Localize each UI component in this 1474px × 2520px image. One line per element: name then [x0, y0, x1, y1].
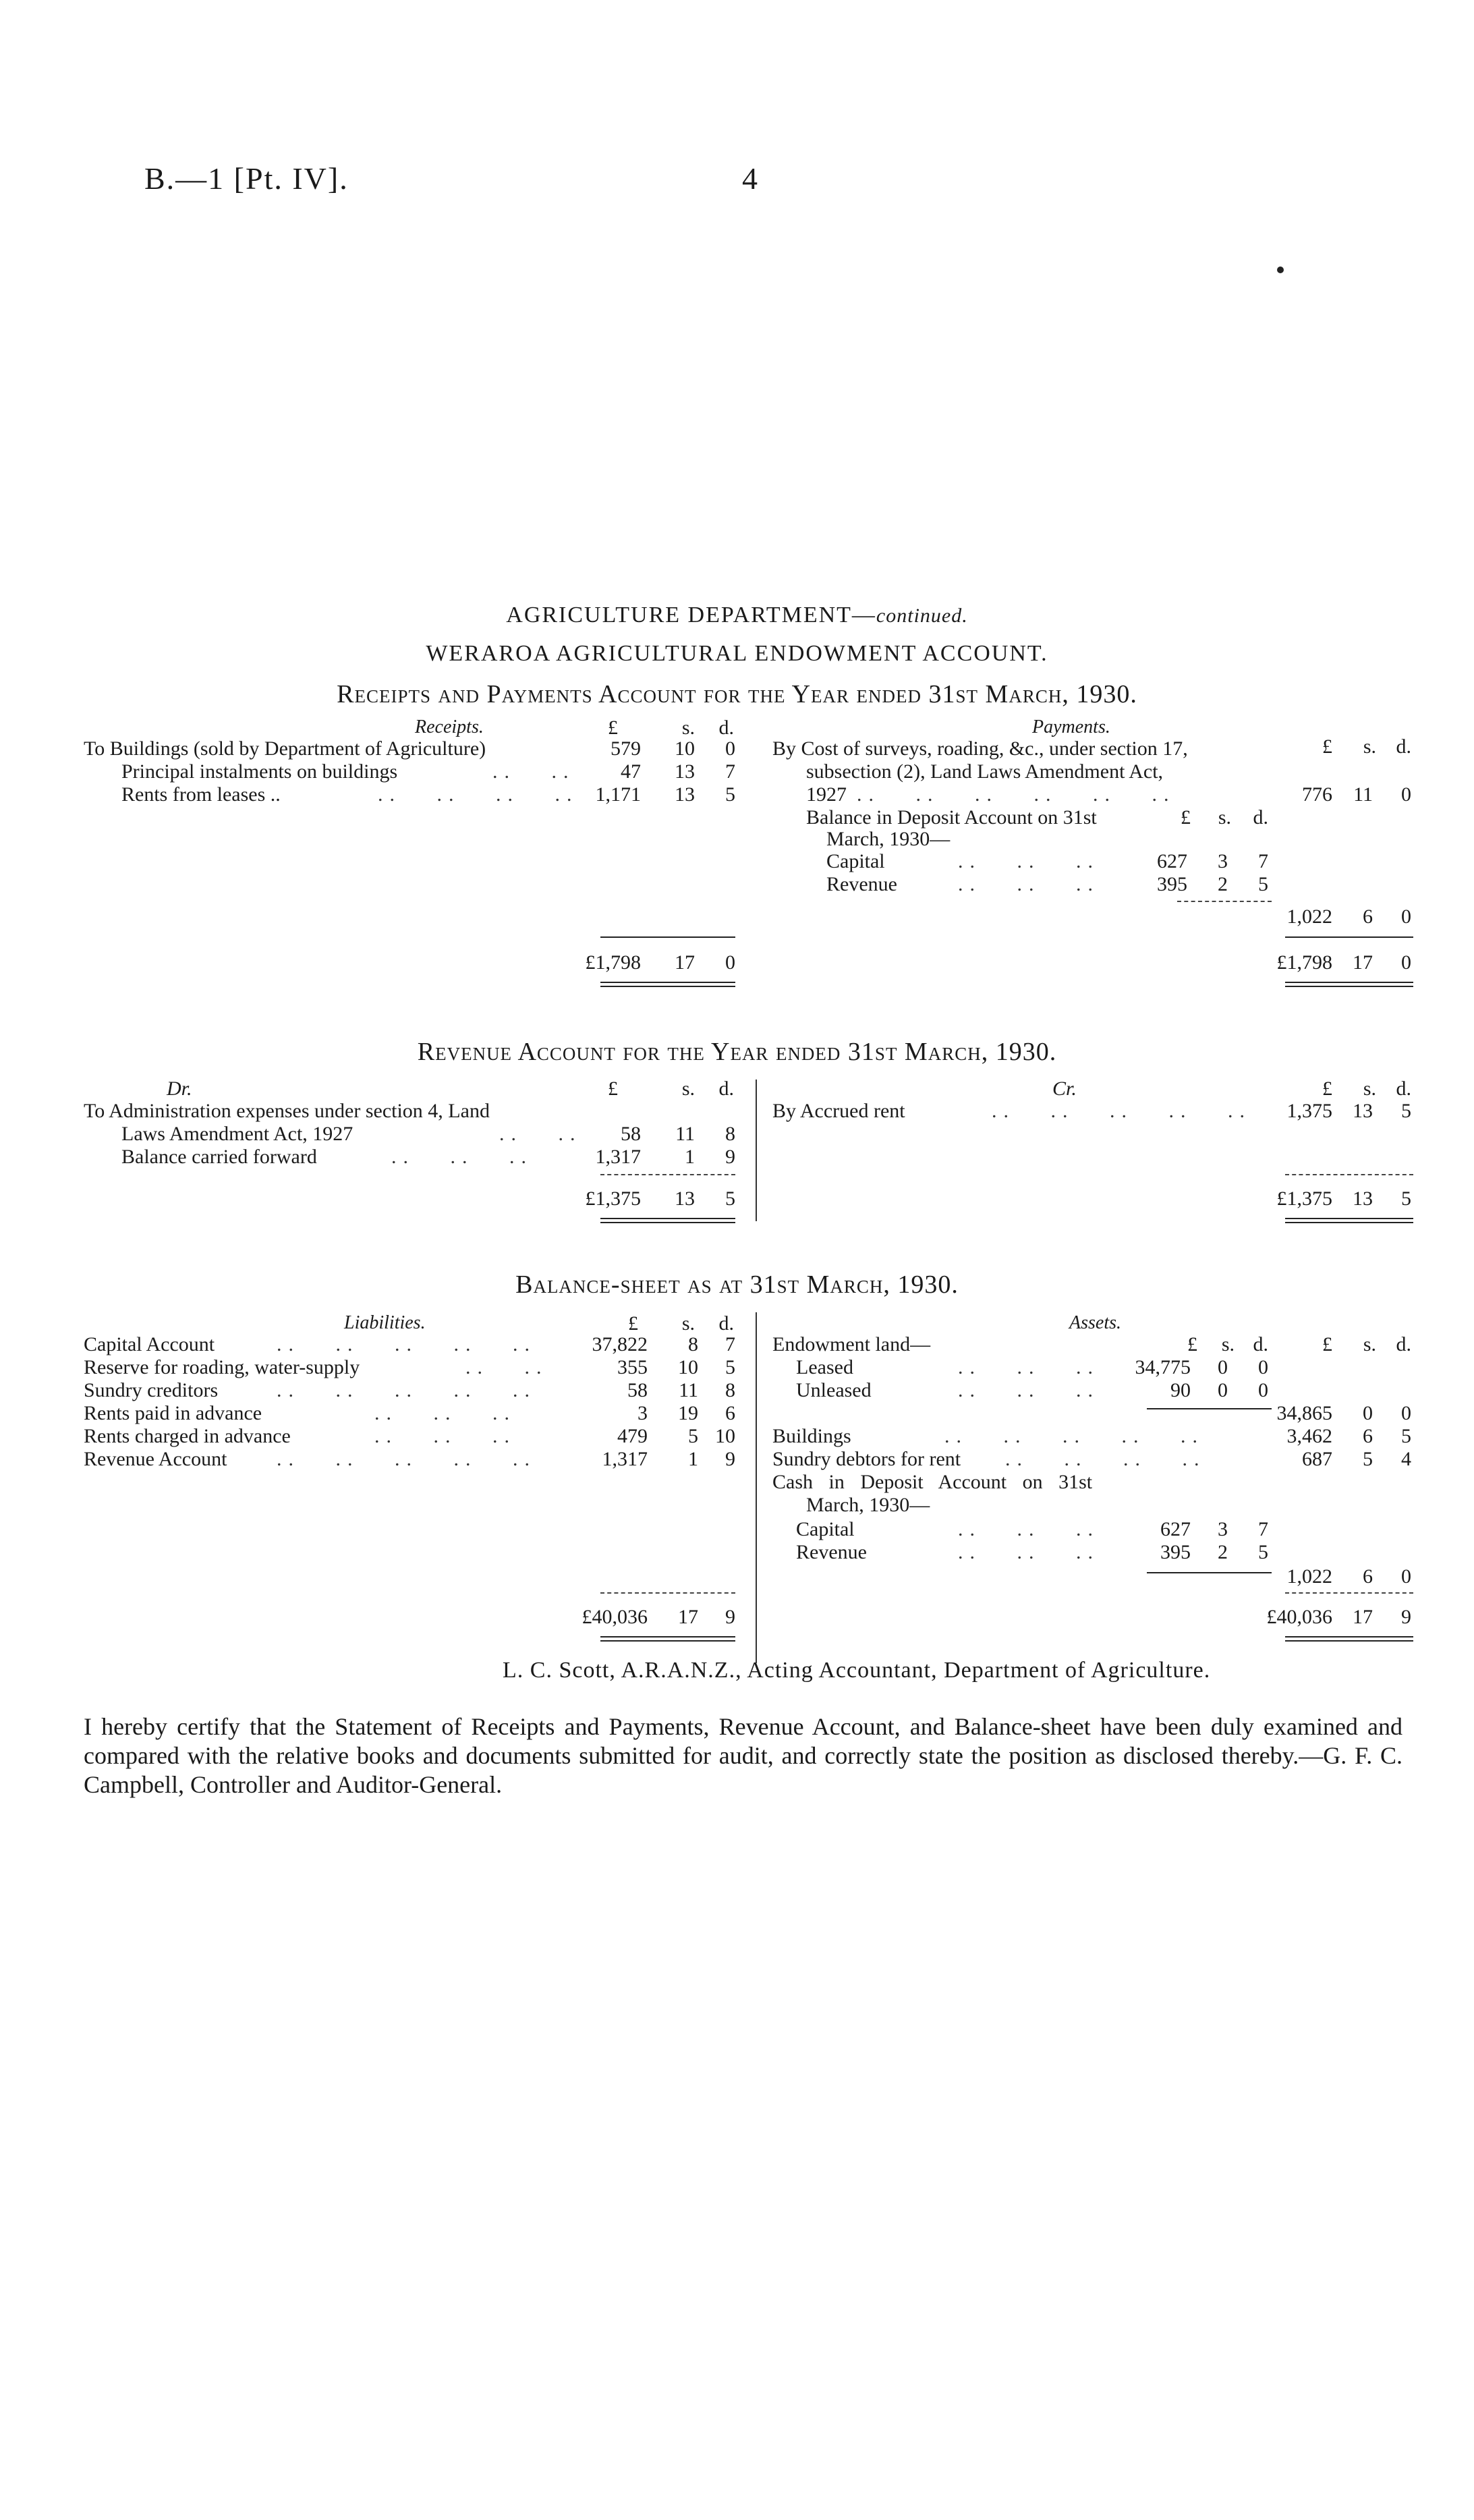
receipts-total-shillings: 17 — [675, 951, 695, 974]
debtors-pence: 4 — [1401, 1448, 1411, 1470]
col-pence: d. — [718, 717, 734, 739]
liabilities-total-shillings: 17 — [678, 1606, 698, 1628]
revenue-shillings: 2 — [1218, 1541, 1228, 1563]
liability-shillings: 8 — [688, 1333, 698, 1355]
admin-expenses-line: To Administration expenses under section 4, Land — [84, 1100, 490, 1122]
cash-line: March, 1930— — [806, 1494, 930, 1516]
endowment-total-pounds: 34,865 — [1276, 1402, 1332, 1424]
receipts-total-pounds: £1,798 — [585, 951, 641, 974]
liability-pence: 7 — [725, 1333, 735, 1355]
dr-total-shillings: 13 — [675, 1187, 695, 1210]
leader-dots: .. .. .. .. .. .. — [857, 783, 1176, 806]
leader-dots: .. .. .. — [958, 873, 1100, 895]
capital-pounds: 627 — [1157, 850, 1187, 872]
revenue-pounds: 395 — [1157, 873, 1187, 895]
buildings-pounds: 3,462 — [1286, 1425, 1332, 1447]
receipts-heading: Receipts. — [415, 717, 484, 737]
liabilities-total-pence: 9 — [725, 1606, 735, 1628]
leader-dots: .. .. .. — [374, 1425, 516, 1447]
department-title: AGRICULTURE DEPARTMENT—continued. — [506, 603, 968, 627]
capital-label: Capital — [826, 850, 885, 872]
subtotal-rule — [1177, 901, 1272, 902]
total-rule — [1285, 1592, 1413, 1594]
balance-forward-shillings: 1 — [685, 1146, 695, 1168]
col-pounds: £ — [608, 1077, 618, 1100]
double-rule — [600, 1222, 735, 1223]
receipt-shillings: 10 — [675, 737, 695, 760]
balance-line: March, 1930— — [826, 828, 951, 850]
liability-shillings: 1 — [688, 1448, 698, 1470]
leader-dots: .. .. .. .. .. — [944, 1425, 1204, 1447]
unleased-pounds: 90 — [1170, 1379, 1191, 1401]
debtors-label: Sundry debtors for rent — [772, 1448, 961, 1470]
liabilities-heading: Liabilities. — [344, 1312, 426, 1333]
receipt-pounds: 1,171 — [595, 783, 641, 806]
payment-shillings: 11 — [1353, 783, 1373, 806]
leased-label: Leased — [796, 1356, 853, 1378]
balance-forward-pounds: 1,317 — [595, 1146, 641, 1168]
leader-dots: .. .. .. .. — [1005, 1448, 1206, 1470]
double-rule — [1285, 1218, 1413, 1219]
payments-total-pence: 0 — [1401, 951, 1411, 974]
double-rule — [600, 982, 735, 983]
col-pence-right: d. — [1396, 1077, 1411, 1100]
assets-total-shillings: 17 — [1353, 1606, 1373, 1628]
col-shillings: s. — [681, 1312, 695, 1335]
double-rule — [600, 1218, 735, 1219]
liability-shillings: 5 — [688, 1425, 698, 1447]
liability-pounds: 58 — [627, 1379, 648, 1401]
total-rule — [1285, 936, 1413, 938]
unleased-pence: 0 — [1258, 1379, 1268, 1401]
dr-heading: Dr. — [167, 1077, 192, 1100]
col-shillings: s. — [681, 717, 695, 739]
capital-pence: 7 — [1258, 1518, 1268, 1540]
leader-dots: .. .. .. — [958, 1518, 1100, 1540]
col-pence-right: d. — [1396, 735, 1411, 758]
debtors-shillings: 5 — [1363, 1448, 1373, 1470]
liability-row: Rents paid in advance — [84, 1402, 262, 1424]
leased-pounds: 34,775 — [1135, 1356, 1191, 1378]
receipt-pence: 5 — [725, 783, 735, 806]
balance-sheet-title: Balance-sheet as at 31st March, 1930. — [515, 1270, 959, 1299]
buildings-label: Buildings — [772, 1425, 851, 1447]
capital-shillings: 3 — [1218, 1518, 1228, 1540]
balance-forward-label: Balance carried forward — [121, 1146, 317, 1168]
payments-heading: Payments. — [1032, 717, 1110, 737]
liability-shillings: 11 — [679, 1379, 698, 1401]
leader-dots: .. .. .. — [958, 1356, 1100, 1378]
cr-heading: Cr. — [1052, 1077, 1077, 1100]
receipt-pounds: 47 — [621, 760, 641, 783]
cash-total-pounds: 1,022 — [1286, 1565, 1332, 1588]
receipts-payments-title: Receipts and Payments Account for the Year ended 31st March, 1930. — [337, 680, 1137, 708]
col-shillings-right: s. — [1363, 1077, 1376, 1100]
page-number: 4 — [742, 161, 758, 196]
double-rule — [1285, 986, 1413, 987]
col-shillings: s. — [681, 1077, 695, 1100]
col-pence: d. — [718, 1077, 734, 1100]
col-pence-inner: d. — [1253, 806, 1268, 829]
leader-dots: .. .. .. .. .. — [277, 1333, 536, 1355]
assets-total-pence: 9 — [1401, 1606, 1411, 1628]
leased-shillings: 0 — [1218, 1356, 1228, 1378]
accrued-pence: 5 — [1401, 1100, 1411, 1122]
liability-shillings: 19 — [678, 1402, 698, 1424]
liability-pence: 6 — [725, 1402, 735, 1424]
assets-heading: Assets. — [1069, 1312, 1121, 1333]
document-reference: B.—1 [Pt. IV]. — [144, 161, 349, 196]
endowment-land-label: Endowment land— — [772, 1333, 931, 1355]
receipts-total-pence: 0 — [725, 951, 735, 974]
double-rule — [1285, 1222, 1413, 1223]
leader-dots: .. .. .. — [958, 850, 1100, 872]
double-rule — [1285, 1636, 1413, 1637]
cr-total-pence: 5 — [1401, 1187, 1411, 1210]
liability-pence: 8 — [725, 1379, 735, 1401]
accrued-pounds: 1,375 — [1286, 1100, 1332, 1122]
payments-total-shillings: 17 — [1353, 951, 1373, 974]
cr-total-pounds: £1,375 — [1276, 1187, 1332, 1210]
account-title: WERAROA AGRICULTURAL ENDOWMENT ACCOUNT. — [426, 641, 1048, 666]
admin-expenses-line: Laws Amendment Act, 1927 — [121, 1123, 353, 1145]
debtors-pounds: 687 — [1302, 1448, 1332, 1470]
liability-row: Capital Account — [84, 1333, 215, 1355]
cash-total-pence: 0 — [1401, 1565, 1411, 1588]
liability-row: Revenue Account — [84, 1448, 227, 1470]
liability-pence: 5 — [725, 1356, 735, 1378]
leader-dots: .. .. .. .. .. — [992, 1100, 1251, 1122]
liability-shillings: 10 — [678, 1356, 698, 1378]
receipt-pounds: 579 — [611, 737, 641, 760]
total-rule — [600, 1592, 735, 1594]
col-pounds-inner: £ — [1187, 1333, 1197, 1355]
buildings-pence: 5 — [1401, 1425, 1411, 1447]
buildings-shillings: 6 — [1363, 1425, 1373, 1447]
admin-shillings: 11 — [675, 1123, 695, 1145]
cr-total-shillings: 13 — [1353, 1187, 1373, 1210]
leader-dots: .. .. .. — [391, 1146, 533, 1168]
balance-forward-pence: 9 — [725, 1146, 735, 1168]
cash-total-shillings: 6 — [1363, 1565, 1373, 1588]
col-shillings-right: s. — [1363, 735, 1376, 758]
liabilities-total-pounds: £40,036 — [582, 1606, 648, 1628]
liability-pounds: 479 — [617, 1425, 648, 1447]
leader-dots: .. .. .. .. .. — [277, 1448, 536, 1470]
receipt-pence: 0 — [725, 737, 735, 760]
revenue-account-title: Revenue Account for the Year ended 31st March, 1930. — [417, 1038, 1057, 1066]
accountant-signature: L. C. Scott, A.R.A.N.Z., Acting Accountant, Department of Agriculture. — [503, 1658, 1211, 1683]
payment-line: By Cost of surveys, roading, &c., under section 17, — [772, 737, 1188, 760]
leader-dots: .. .. .. .. .. — [277, 1379, 536, 1401]
double-rule — [1285, 982, 1413, 983]
revenue-shillings: 2 — [1218, 873, 1228, 895]
col-pounds-inner: £ — [1181, 806, 1191, 829]
endowment-total-pence: 0 — [1401, 1402, 1411, 1424]
revenue-pounds: 395 — [1160, 1541, 1191, 1563]
capital-label: Capital — [796, 1518, 855, 1540]
total-rule — [600, 1174, 735, 1175]
admin-pence: 8 — [725, 1123, 735, 1145]
admin-pounds: 58 — [621, 1123, 641, 1145]
endowment-total-shillings: 0 — [1363, 1402, 1373, 1424]
capital-shillings: 3 — [1218, 850, 1228, 872]
col-pounds-right: £ — [1322, 1333, 1332, 1355]
liability-pence: 10 — [715, 1425, 735, 1447]
col-pence: d. — [718, 1312, 734, 1335]
liability-row: Reserve for roading, water-supply — [84, 1356, 360, 1378]
total-rule — [1285, 1174, 1413, 1175]
column-divider — [756, 1312, 757, 1663]
column-divider — [756, 1080, 757, 1221]
liability-pounds: 3 — [637, 1402, 648, 1424]
balance-total-shillings: 6 — [1363, 905, 1373, 928]
liability-pounds: 1,317 — [602, 1448, 648, 1470]
liability-pounds: 355 — [617, 1356, 648, 1378]
dr-total-pence: 5 — [725, 1187, 735, 1210]
leased-pence: 0 — [1258, 1356, 1268, 1378]
leader-dots: .. .. — [465, 1356, 548, 1378]
balance-total-pounds: 1,022 — [1286, 905, 1332, 928]
ink-dot — [1277, 267, 1284, 273]
cash-line: Cash in Deposit Account on 31st — [772, 1471, 1093, 1493]
double-rule — [600, 986, 735, 987]
payments-total-pounds: £1,798 — [1276, 951, 1332, 974]
leader-dots: .. .. .. — [958, 1379, 1100, 1401]
payment-line: 1927 — [806, 783, 847, 806]
dr-total-pounds: £1,375 — [585, 1187, 641, 1210]
col-pounds: £ — [608, 717, 618, 739]
col-pounds-right: £ — [1322, 735, 1332, 758]
capital-pounds: 627 — [1160, 1518, 1191, 1540]
col-shillings-right: s. — [1363, 1333, 1376, 1355]
liability-row: Rents charged in advance — [84, 1425, 291, 1447]
col-pence-right: d. — [1396, 1333, 1411, 1355]
unleased-label: Unleased — [796, 1379, 872, 1401]
receipt-row: Principal instalments on buildings — [121, 760, 398, 783]
leader-dots: .. .. — [499, 1123, 582, 1145]
total-rule — [600, 936, 735, 938]
receipt-shillings: 13 — [675, 760, 695, 783]
receipt-row: Rents from leases .. — [121, 783, 281, 806]
double-rule — [600, 1640, 735, 1642]
liability-row: Sundry creditors — [84, 1379, 219, 1401]
unleased-shillings: 0 — [1218, 1379, 1228, 1401]
revenue-label: Revenue — [796, 1541, 867, 1563]
leader-dots: .. .. .. — [374, 1402, 516, 1424]
payment-line: subsection (2), Land Laws Amendment Act, — [806, 760, 1164, 783]
col-shillings-inner: s. — [1221, 1333, 1235, 1355]
receipt-row: To Buildings (sold by Department of Agriculture) — [84, 737, 486, 760]
balance-total-pence: 0 — [1401, 905, 1411, 928]
payment-pounds: 776 — [1302, 783, 1332, 806]
leader-dots: .. .. .. — [958, 1541, 1100, 1563]
double-rule — [1285, 1640, 1413, 1642]
leader-dots: .. .. .. .. — [378, 783, 579, 806]
assets-total-pounds: £40,036 — [1266, 1606, 1332, 1628]
accrued-shillings: 13 — [1353, 1100, 1373, 1122]
receipt-shillings: 13 — [675, 783, 695, 806]
col-pounds-right: £ — [1322, 1077, 1332, 1100]
liability-pounds: 37,822 — [592, 1333, 648, 1355]
col-pounds: £ — [628, 1312, 638, 1335]
col-shillings-inner: s. — [1218, 806, 1231, 829]
col-pence-inner: d. — [1253, 1333, 1268, 1355]
receipt-pence: 7 — [725, 760, 735, 783]
payment-pence: 0 — [1401, 783, 1411, 806]
double-rule — [600, 1636, 735, 1637]
audit-certificate: I hereby certify that the Statement of Receipts and Payments, Revenue Account, and Balance-sheet have been duly examined and compared with the relative books and documents submitted for audit, and correctly state the position as disclosed thereby.—G. F. C. Campbell, Controller and Auditor-General. — [84, 1713, 1402, 1798]
balance-line: Balance in Deposit Account on 31st — [806, 806, 1097, 829]
revenue-pence: 5 — [1258, 1541, 1268, 1563]
leader-dots: .. .. — [492, 760, 575, 783]
revenue-pence: 5 — [1258, 873, 1268, 895]
liability-pence: 9 — [725, 1448, 735, 1470]
accrued-rent-label: By Accrued rent — [772, 1100, 905, 1122]
revenue-label: Revenue — [826, 873, 897, 895]
capital-pence: 7 — [1258, 850, 1268, 872]
